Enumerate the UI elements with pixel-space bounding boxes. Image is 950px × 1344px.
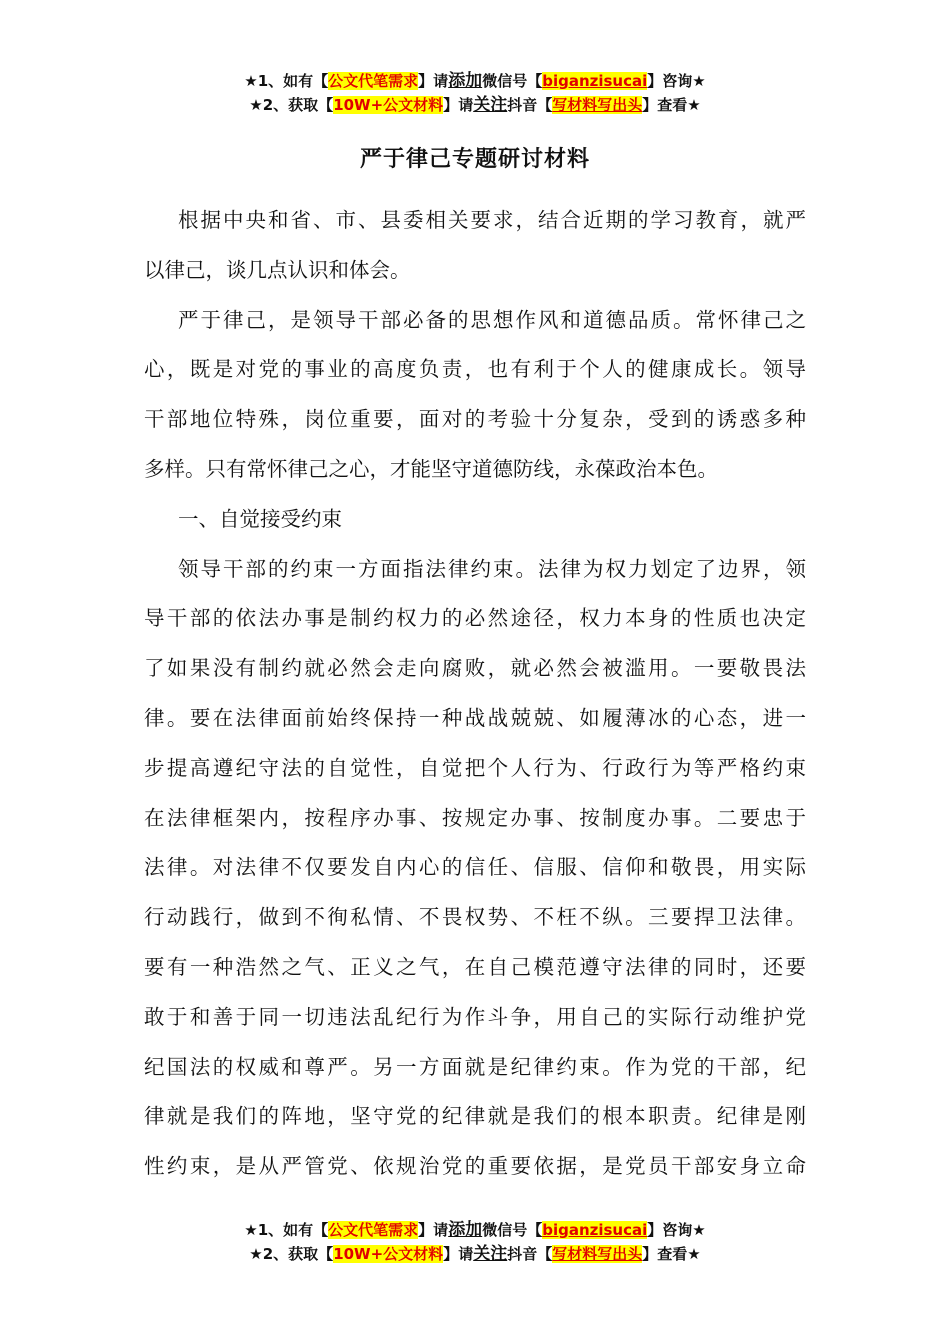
- text-line: 律就是我们的阵地，坚守党的纪律就是我们的根本职责。纪律是刚: [144, 1104, 806, 1129]
- text-line: 律。要在法律面前始终保持一种战战兢兢、如履薄冰的心态，进一: [144, 705, 806, 730]
- promo-text: 微信号【: [482, 72, 543, 90]
- text-line: 在法律框架内，按程序办事、按规定办事、按制度办事。二要忠于: [144, 805, 806, 830]
- text-line: 要有一种浩然之气、正义之气，在自己模范遵守法律的同时，还要: [144, 954, 806, 979]
- text-line: 敢于和善于同一切违法乱纪行为作斗争，用自己的实际行动维护党: [144, 1004, 806, 1029]
- text-line: 纪国法的权威和尊严。另一方面就是纪律约束。作为党的干部，纪: [144, 1054, 806, 1079]
- text-line: 心，既是对党的事业的高度负责，也有利于个人的健康成长。领导: [144, 357, 806, 382]
- promo-text: 】咨询★: [647, 1221, 706, 1239]
- follow-emphasis: 关注: [473, 1244, 508, 1264]
- highlight-materials: 10W+公文材料: [333, 1245, 444, 1263]
- text-line: 领导干部的约束一方面指法律约束。法律为权力划定了边界，领: [178, 556, 806, 581]
- text-line: 干部地位特殊，岗位重要，面对的考验十分复杂，受到的诱惑多种: [144, 407, 806, 432]
- highlight-service: 公文代笔需求: [328, 1221, 419, 1239]
- promo-text: 】请: [443, 1245, 474, 1263]
- text-line: 了如果没有制约就必然会走向腐败，就必然会被滥用。一要敬畏法: [144, 656, 806, 681]
- wechat-id: biganzisucai: [542, 72, 648, 90]
- promo-text: 】请: [418, 1221, 449, 1239]
- promo-banner-top: [0, 69, 950, 117]
- promo-text: ★1、如有【: [244, 72, 329, 90]
- document-body: [144, 205, 806, 1201]
- promo-line-2: [0, 93, 950, 117]
- promo-text: 微信号【: [482, 1221, 543, 1239]
- promo-line-1: [0, 1218, 950, 1242]
- promo-text: ★2、获取【: [249, 1245, 334, 1263]
- promo-text: 】请: [418, 72, 449, 90]
- promo-text: 】查看★: [642, 1245, 701, 1263]
- wechat-id: biganzisucai: [542, 1221, 648, 1239]
- follow-emphasis: 关注: [473, 95, 508, 115]
- promo-line-2: [0, 1242, 950, 1266]
- add-emphasis: 添加: [448, 1220, 483, 1240]
- text-line: 导干部的依法办事是制约权力的必然途径，权力本身的性质也决定: [144, 606, 806, 631]
- promo-text: ★1、如有【: [244, 1221, 329, 1239]
- text-line: 行动践行，做到不徇私情、不畏权势、不枉不纵。三要捍卫法律。: [144, 905, 806, 930]
- text-line: 法律。对法律不仅要发自内心的信任、信服、信仰和敬畏，用实际: [144, 855, 806, 880]
- douyin-account: 写材料写出头: [552, 1245, 643, 1263]
- document-title: 严于律己专题研讨材料: [359, 147, 590, 172]
- promo-text: ★2、获取【: [249, 96, 334, 114]
- text-line: 根据中央和省、市、县委相关要求，结合近期的学习教育，就严: [178, 208, 806, 232]
- text-line: 严于律己，是领导干部必备的思想作风和道德品质。常怀律己之: [178, 307, 806, 332]
- promo-text: 】查看★: [642, 96, 701, 114]
- text-line: 一、自觉接受约束: [178, 506, 342, 531]
- text-line: 多样。只有常怀律己之心，才能坚守道德防线，永葆政治本色。: [144, 456, 718, 481]
- text-line: 步提高遵纪守法的自觉性，自觉把个人行为、行政行为等严格约束: [144, 755, 806, 780]
- highlight-service: 公文代笔需求: [328, 72, 419, 90]
- douyin-account: 写材料写出头: [552, 96, 643, 114]
- text-line: 性约束，是从严管党、依规治党的重要依据，是党员干部安身立命: [144, 1154, 806, 1179]
- promo-text: 抖音【: [507, 96, 553, 114]
- promo-text: 抖音【: [507, 1245, 553, 1263]
- highlight-materials: 10W+公文材料: [333, 96, 444, 114]
- add-emphasis: 添加: [448, 71, 483, 91]
- promo-text: 】请: [443, 96, 474, 114]
- promo-text: 】咨询★: [647, 72, 706, 90]
- promo-banner-bottom: [0, 1218, 950, 1266]
- text-line: 以律己，谈几点认识和体会。: [144, 257, 411, 282]
- promo-line-1: [0, 69, 950, 93]
